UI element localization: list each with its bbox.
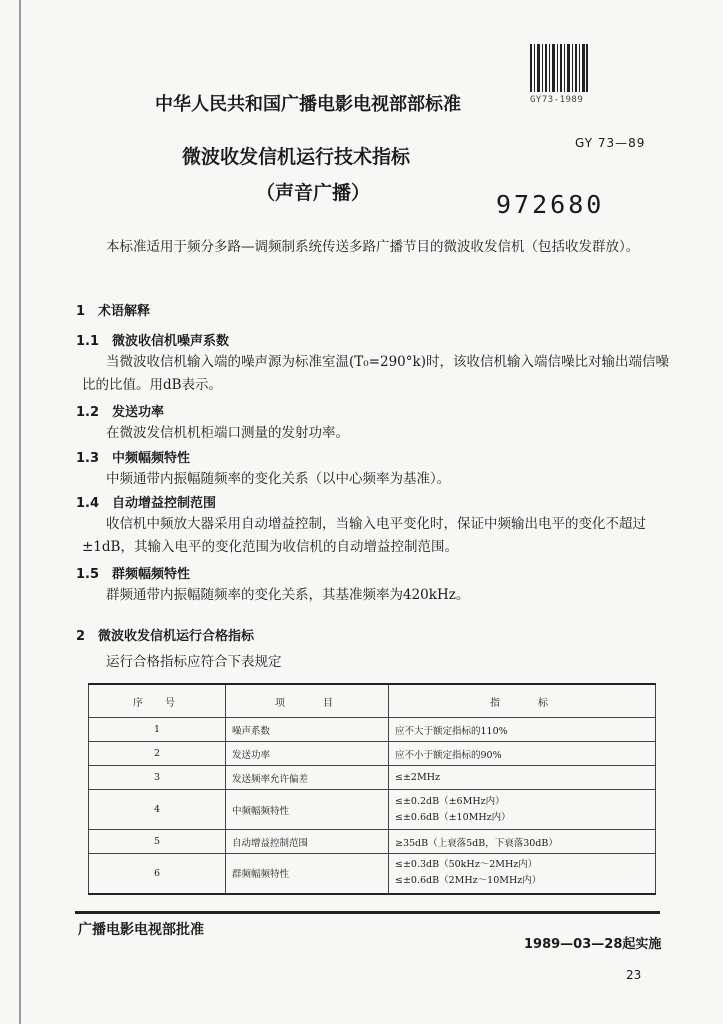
indicator-line: ≤±0.6dB（±10MHz内） — [395, 811, 511, 823]
document-number: 972680 — [496, 190, 605, 219]
row-num: 6 — [89, 854, 226, 894]
approver: 广播电影电视部批准 — [78, 922, 204, 938]
row-num: 3 — [89, 766, 226, 790]
row-indicator: 应不小于额定指标的90% — [389, 742, 656, 766]
table-row — [89, 830, 656, 854]
section-2-heading: 2 微波收发信机运行合格指标 — [76, 629, 255, 644]
standard-code: GY 73—89 — [575, 136, 646, 150]
section-1-5-body: 群频通带内振幅随频率的变化关系，其基准频率为420kHz。 — [106, 587, 470, 603]
row-indicator: 应不大于额定指标的110% — [389, 718, 656, 742]
document-title: 微波收发信机运行技术指标 — [182, 146, 411, 168]
page-number: 23 — [626, 968, 642, 982]
table-row — [89, 766, 656, 790]
row-item: 发送功率 — [226, 742, 389, 766]
section-1-3-heading: 1.3 中频幅频特性 — [76, 451, 191, 466]
issuer-heading: 中华人民共和国广播电影电视部部标准 — [155, 94, 461, 115]
header-item: 项 目 — [226, 684, 389, 718]
section-1-2-body: 在微波发信机机柜端口测量的发射功率。 — [106, 425, 349, 441]
section-2-lead: 运行合格指标应符合下表规定 — [106, 654, 282, 670]
spec-table — [88, 683, 656, 895]
row-num: 2 — [89, 742, 226, 766]
row-item: 群频幅频特性 — [226, 854, 389, 894]
table-header-row — [89, 684, 656, 718]
row-num: 1 — [89, 718, 226, 742]
row-num: 5 — [89, 830, 226, 854]
row-indicator — [389, 854, 656, 894]
barcode-image — [530, 44, 588, 92]
row-num: 4 — [89, 790, 226, 830]
effective-date: 1989—03—28起实施 — [524, 937, 662, 952]
row-indicator: ≥35dB（上衰落5dB，下衰落30dB） — [389, 830, 656, 854]
row-item: 噪声系数 — [226, 718, 389, 742]
footer-divider — [75, 911, 660, 914]
left-margin-rule — [19, 0, 21, 1024]
intro-paragraph: 本标准适用于频分多路—调频制系统传送多路广播节目的微波收发信机（包括收发群放）。 — [106, 239, 640, 255]
table-row — [89, 854, 656, 894]
barcode-label: GY73-1989 — [530, 95, 584, 105]
table-row — [89, 790, 656, 830]
section-1-1-heading: 1.1 微波收信机噪声系数 — [76, 334, 230, 349]
indicator-line: ≤±0.2dB（±6MHz内） — [395, 795, 505, 807]
row-indicator — [389, 790, 656, 830]
section-1-5-heading: 1.5 群频幅频特性 — [76, 567, 191, 582]
row-item: 中频幅频特性 — [226, 790, 389, 830]
row-indicator: ≤±2MHz — [389, 766, 656, 790]
section-1-3-body: 中频通带内振幅随频率的变化关系（以中心频率为基准）。 — [106, 471, 451, 487]
indicator-line: ≤±0.3dB（50kHz～2MHz内） — [395, 859, 538, 871]
row-item: 自动增益控制范围 — [226, 830, 389, 854]
header-indicator: 指 标 — [389, 684, 656, 718]
section-1-1-body: 当微波收信机输入端的噪声源为标准室温(T₀=290°k)时，该收信机输入端信噪比对输出端信噪比的比值。用dB表示。 — [82, 354, 669, 393]
document-subtitle: （声音广播） — [256, 182, 371, 204]
section-1-heading: 1 术语解释 — [76, 304, 151, 319]
table-row — [89, 718, 656, 742]
section-1-4-body: 收信机中频放大器采用自动增益控制，当输入电平变化时，保证中频输出电平的变化不超过±1dB，其输入电平的变化范围为收信机的自动增益控制范围。 — [82, 516, 646, 555]
section-1-4-heading: 1.4 自动增益控制范围 — [76, 496, 217, 511]
indicator-line: ≤±0.6dB（2MHz～10MHz内） — [395, 875, 542, 887]
header-num: 序 号 — [89, 684, 226, 718]
table-row — [89, 742, 656, 766]
row-item: 发送频率允许偏差 — [226, 766, 389, 790]
section-1-2-heading: 1.2 发送功率 — [76, 405, 165, 420]
